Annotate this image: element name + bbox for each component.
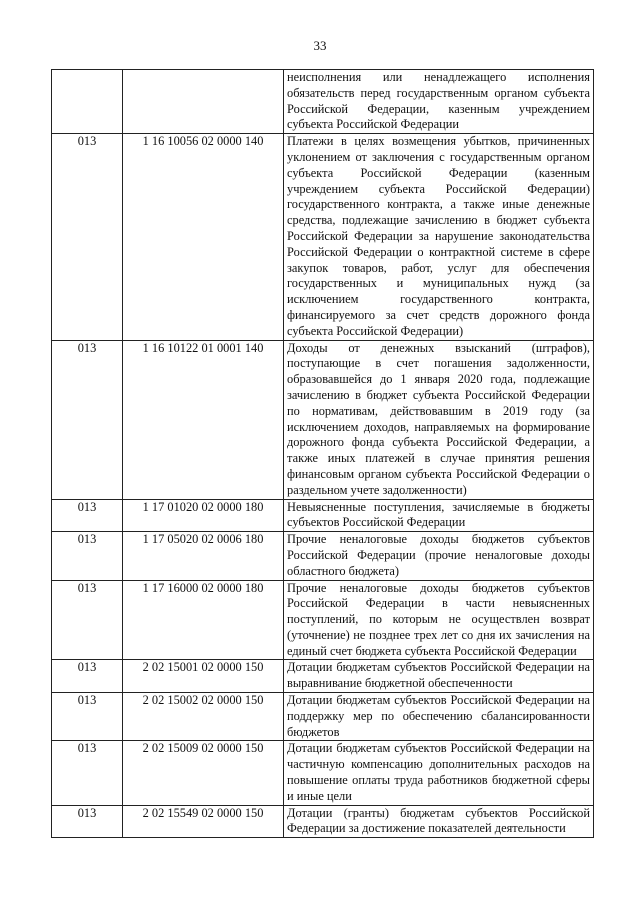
table-row: [52, 660, 594, 693]
description-cell: Платежи в целях возмещения убытков, причиненных уклонением от заключения с государственным органом субъекта Российской Федерации (казенным учреждением субъекта Российской Федерации) государственного контракта, а также иные денежные средства, подлежащие зачислению в бюджет субъекта Российской Федерации за нарушение законодательства Российской Федерации о контрактной системе в сфере закупок товаров, работ, услуг для обеспечения государственных и муниципальных нужд (за исключением государственного контракта, финансируемого за счет средств дорожного фонда субъекта Российской Федерации): [284, 134, 594, 340]
budget-code-cell: 1 16 10122 01 0001 140: [123, 340, 284, 499]
table-row: [52, 805, 594, 838]
description-cell: неисполнения или ненадлежащего исполнения обязательств перед государственным органом субъекта Российской Федерации, казенным учреждением субъекта Российской Федерации: [284, 70, 594, 134]
budget-code-cell: 2 02 15009 02 0000 150: [123, 741, 284, 805]
description-cell: Дотации бюджетам субъектов Российской Федерации на частичную компенсацию дополнительных расходов на повышение оплаты труда работников бюджетной сферы и иные цели: [284, 741, 594, 805]
budget-code-cell: 2 02 15002 02 0000 150: [123, 693, 284, 741]
table-row: [52, 499, 594, 532]
budget-code-cell: [123, 70, 284, 134]
admin-code-cell: 013: [52, 660, 123, 693]
budget-codes-table: [51, 69, 594, 838]
page-number: 33: [313, 38, 327, 53]
table-row: [52, 693, 594, 741]
budget-code-cell: 1 17 01020 02 0000 180: [123, 499, 284, 532]
admin-code-cell: 013: [52, 805, 123, 838]
table-row: [52, 580, 594, 660]
budget-code-cell: 2 02 15001 02 0000 150: [123, 660, 284, 693]
admin-code-cell: 013: [52, 340, 123, 499]
admin-code-cell: 013: [52, 134, 123, 340]
admin-code-cell: 013: [52, 499, 123, 532]
admin-code-cell: 013: [52, 741, 123, 805]
description-cell: Дотации бюджетам субъектов Российской Федерации на выравнивание бюджетной обеспеченности: [284, 660, 594, 693]
admin-code-cell: 013: [52, 693, 123, 741]
admin-code-cell: 013: [52, 532, 123, 580]
description-cell: Доходы от денежных взысканий (штрафов), поступающие в счет погашения задолженности, образовавшейся до 1 января 2020 года, подлежащие зачислению в бюджет субъекта Российской Федерации по нормативам, действовавшим в 2019 году (за исключением доходов, направляемых на формирование дорожного фонда субъекта Российской Федерации, а также иных платежей в случае принятия решения финансовым органом субъекта Российской Федерации о раздельном учете задолженности): [284, 340, 594, 499]
table-row: [52, 532, 594, 580]
description-cell: Дотации (гранты) бюджетам субъектов Российской Федерации за достижение показателей деятельности: [284, 805, 594, 838]
description-cell: Прочие неналоговые доходы бюджетов субъектов Российской Федерации в части невыясненных поступлений, по которым не осуществлен возврат (уточнение) не позднее трех лет со дня их зачисления на единый счет бюджета субъекта Российской Федерации: [284, 580, 594, 660]
admin-code-cell: 013: [52, 580, 123, 660]
budget-code-cell: 1 16 10056 02 0000 140: [123, 134, 284, 340]
budget-code-cell: 1 17 16000 02 0000 180: [123, 580, 284, 660]
budget-code-cell: 1 17 05020 02 0006 180: [123, 532, 284, 580]
table-row: [52, 70, 594, 134]
table-row: [52, 134, 594, 340]
budget-code-cell: 2 02 15549 02 0000 150: [123, 805, 284, 838]
description-cell: Невыясненные поступления, зачисляемые в бюджеты субъектов Российской Федерации: [284, 499, 594, 532]
description-cell: Дотации бюджетам субъектов Российской Федерации на поддержку мер по обеспечению сбалансированности бюджетов: [284, 693, 594, 741]
table-row: [52, 741, 594, 805]
table-row: [52, 340, 594, 499]
admin-code-cell: [52, 70, 123, 134]
description-cell: Прочие неналоговые доходы бюджетов субъектов Российской Федерации (прочие неналоговые доходы областного бюджета): [284, 532, 594, 580]
